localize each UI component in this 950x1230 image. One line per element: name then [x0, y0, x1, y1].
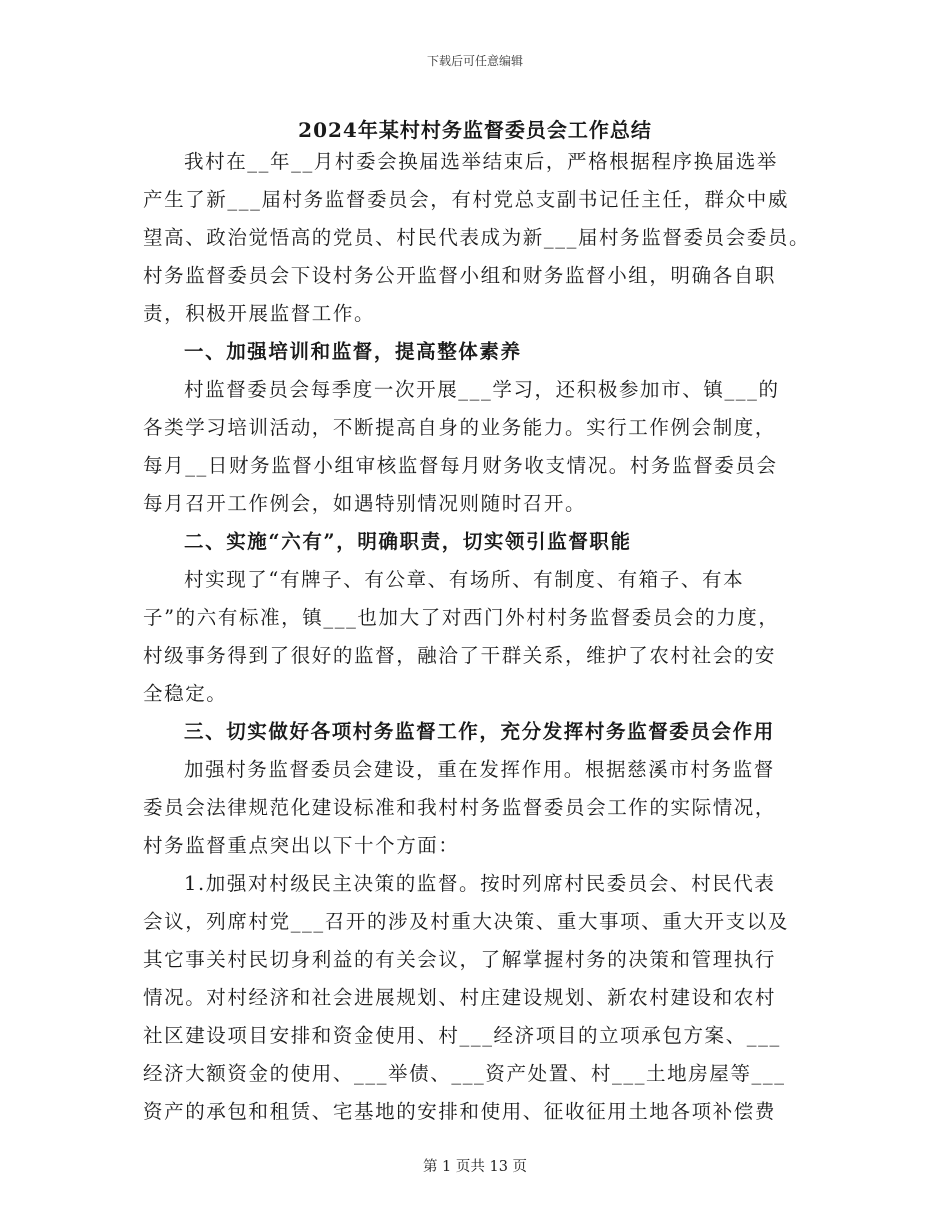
paragraph-line: 经济大额资金的使用、___举债、___资产处置、村___土地房屋等___	[143, 1062, 786, 1085]
paragraph-line: 情况。对村经济和社会进展规划、村庄建设规划、新农村建设和农村	[143, 986, 777, 1009]
paragraph-line: 每月召开工作例会，如遇特别情况则随时召开。	[143, 492, 587, 515]
paragraph-line: 每月__日财务监督小组审核监督每月财务收支情况。村务监督委员会	[143, 454, 778, 477]
paragraph-line: 各类学习培训活动，不断提高自身的业务能力。实行工作例会制度，	[143, 416, 777, 439]
paragraph-line: 会议，列席村党___召开的涉及村重大决策、重大事项、重大开支以及	[143, 910, 789, 933]
page-header: 下载后可任意编辑	[426, 54, 523, 68]
paragraph-line: 产生了新___届村务监督委员会，有村党总支副书记任主任，群众中威	[143, 188, 789, 211]
paragraph-line: 村监督委员会每季度一次开展___学习，还积极参加市、镇___的	[184, 378, 780, 401]
paragraph-line: 资产的承包和租赁、宅基地的安排和使用、征收征用土地各项补偿费	[143, 1100, 777, 1123]
paragraph-line: 委员会法律规范化建设标准和我村村务监督委员会工作的实际情况，	[143, 796, 777, 819]
paragraph-line: 村级事务得到了很好的监督，融洽了干群关系，维护了农村社会的安	[143, 644, 777, 667]
paragraph-line: 1.加强对村级民主决策的监督。按时列席村民委员会、村民代表	[184, 872, 776, 895]
paragraph-line: 村务监督重点突出以下十个方面：	[143, 834, 460, 857]
paragraph-line: 社区建设项目安排和资金使用、村___经济项目的立项承包方案、___	[143, 1024, 781, 1047]
paragraph-line: 村务监督委员会下设村务公开监督小组和财务监督小组，明确各自职	[143, 264, 777, 287]
section-heading: 三、切实做好各项村务监督工作，充分发挥村务监督委员会作用	[184, 720, 775, 743]
document-body	[143, 143, 813, 1131]
paragraph-line: 望高、政治觉悟高的党员、村民代表成为新___届村务监督委员会委员。	[143, 226, 811, 249]
paragraph-line: 村实现了“有牌子、有公章、有场所、有制度、有箱子、有本	[184, 568, 745, 591]
paragraph-line: 其它事关村民切身利益的有关会议，了解掌握村务的决策和管理执行	[143, 948, 777, 971]
section-heading: 二、实施“六有”，明确职责，切实领引监督职能	[184, 530, 632, 553]
paragraph-line: 我村在__年__月村委会换届选举结束后，严格根据程序换届选举	[184, 150, 779, 173]
paragraph-line: 子”的六有标准，镇___也加大了对西门外村村务监督委员会的力度，	[143, 606, 780, 629]
document-title: 2024年某村村务监督委员会工作总结	[298, 118, 652, 142]
paragraph-line: 全稳定。	[143, 682, 228, 705]
paragraph-line: 责，积极开展监督工作。	[143, 302, 376, 325]
section-heading: 一、加强培训和监督，提高整体素养	[184, 340, 522, 363]
paragraph-line: 加强村务监督委员会建设，重在发挥作用。根据慈溪市村务监督	[184, 758, 775, 781]
page-footer: 第 1 页共 13 页	[422, 1159, 528, 1175]
